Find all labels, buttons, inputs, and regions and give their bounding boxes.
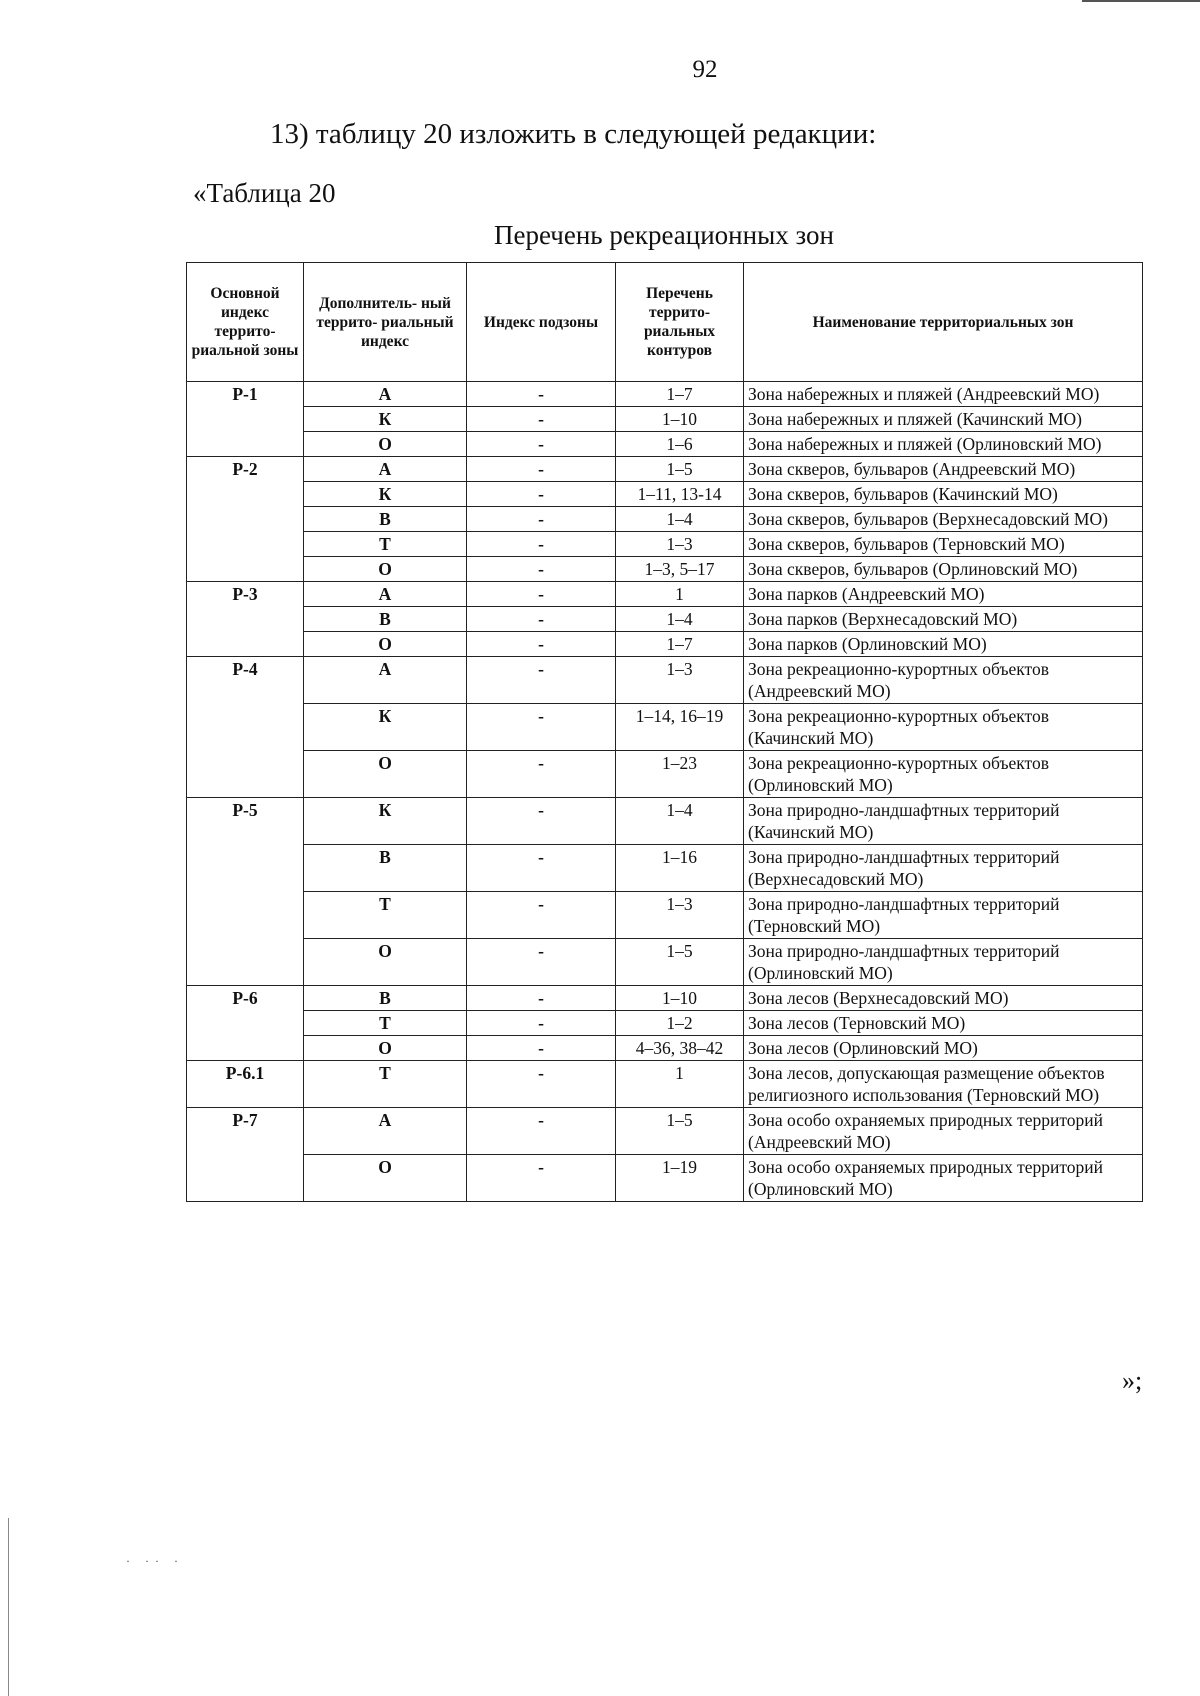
subzone-index-cell: - — [467, 607, 616, 632]
additional-index-cell: В — [304, 507, 467, 532]
additional-index-cell: К — [304, 482, 467, 507]
zone-name-cell: Зона лесов (Верхнесадовский МО) — [744, 986, 1143, 1011]
table-row — [187, 532, 1143, 557]
main-zone-index: Р-3 — [187, 582, 304, 657]
subzone-index-cell: - — [467, 482, 616, 507]
table-row — [187, 751, 1143, 798]
zone-name-cell: Зона лесов (Терновский МО) — [744, 1011, 1143, 1036]
zone-name-cell: Зона набережных и пляжей (Андреевский МО) — [744, 382, 1143, 407]
zone-name-cell: Зона парков (Андреевский МО) — [744, 582, 1143, 607]
table-row — [187, 845, 1143, 892]
header-additional-index: Дополнитель- ный террито- риальный индекс — [304, 263, 467, 382]
contours-cell: 1–10 — [616, 986, 744, 1011]
zone-name-cell: Зона лесов (Орлиновский МО) — [744, 1036, 1143, 1061]
contours-cell: 1–4 — [616, 507, 744, 532]
subzone-index-cell: - — [467, 1011, 616, 1036]
contours-cell: 1–19 — [616, 1155, 744, 1202]
table-row — [187, 939, 1143, 986]
main-zone-index: Р-2 — [187, 457, 304, 582]
additional-index-cell: А — [304, 457, 467, 482]
subzone-index-cell: - — [467, 657, 616, 704]
header-subzone-index: Индекс подзоны — [467, 263, 616, 382]
amendment-instruction: 13) таблицу 20 изложить в следующей редакции: — [270, 118, 877, 150]
contours-cell: 1–3 — [616, 657, 744, 704]
zone-name-cell: Зона рекреационно-курортных объектов (Орлиновский МО) — [744, 751, 1143, 798]
header-contours: Перечень террито- риальных контуров — [616, 263, 744, 382]
table-row — [187, 632, 1143, 657]
contours-cell: 1–11, 13-14 — [616, 482, 744, 507]
zone-name-cell: Зона природно-ландшафтных территорий (Терновский МО) — [744, 892, 1143, 939]
main-zone-index: Р-6.1 — [187, 1061, 304, 1108]
additional-index-cell: О — [304, 432, 467, 457]
additional-index-cell: О — [304, 557, 467, 582]
scan-margin-line — [8, 1518, 9, 1696]
zone-name-cell: Зона скверов, бульваров (Верхнесадовский МО) — [744, 507, 1143, 532]
contours-cell: 1–5 — [616, 457, 744, 482]
additional-index-cell: О — [304, 632, 467, 657]
additional-index-cell: В — [304, 845, 467, 892]
subzone-index-cell: - — [467, 798, 616, 845]
subzone-index-cell: - — [467, 1061, 616, 1108]
contours-cell: 1–4 — [616, 798, 744, 845]
table-row — [187, 407, 1143, 432]
additional-index-cell: О — [304, 1155, 467, 1202]
table-row — [187, 1108, 1143, 1155]
additional-index-cell: О — [304, 751, 467, 798]
contours-cell: 1–4 — [616, 607, 744, 632]
additional-index-cell: В — [304, 607, 467, 632]
subzone-index-cell: - — [467, 986, 616, 1011]
additional-index-cell: Т — [304, 1011, 467, 1036]
additional-index-cell: А — [304, 382, 467, 407]
main-zone-index: Р-6 — [187, 986, 304, 1061]
subzone-index-cell: - — [467, 1155, 616, 1202]
zone-name-cell: Зона лесов, допускающая размещение объектов религиозного использования (Терновский МО) — [744, 1061, 1143, 1108]
subzone-index-cell: - — [467, 532, 616, 557]
additional-index-cell: Т — [304, 532, 467, 557]
table-header-row — [187, 263, 1143, 382]
zone-name-cell: Зона рекреационно-курортных объектов (Качинский МО) — [744, 704, 1143, 751]
zone-name-cell: Зона набережных и пляжей (Орлиновский МО) — [744, 432, 1143, 457]
additional-index-cell: К — [304, 704, 467, 751]
contours-cell: 1–2 — [616, 1011, 744, 1036]
table-row — [187, 382, 1143, 407]
top-edge-rule — [1082, 0, 1200, 2]
contours-cell: 4–36, 38–42 — [616, 1036, 744, 1061]
subzone-index-cell: - — [467, 432, 616, 457]
table-row — [187, 1061, 1143, 1108]
table-row — [187, 432, 1143, 457]
zone-name-cell: Зона природно-ландшафтных территорий (Орлиновский МО) — [744, 939, 1143, 986]
zone-name-cell: Зона скверов, бульваров (Андреевский МО) — [744, 457, 1143, 482]
additional-index-cell: В — [304, 986, 467, 1011]
zone-name-cell: Зона скверов, бульваров (Терновский МО) — [744, 532, 1143, 557]
zone-name-cell: Зона рекреационно-курортных объектов (Андреевский МО) — [744, 657, 1143, 704]
zone-name-cell: Зона парков (Орлиновский МО) — [744, 632, 1143, 657]
zone-name-cell: Зона особо охраняемых природных территорий (Андреевский МО) — [744, 1108, 1143, 1155]
table-row — [187, 1011, 1143, 1036]
table-row — [187, 704, 1143, 751]
table-title: Перечень рекреационных зон — [494, 220, 834, 250]
table-row — [187, 507, 1143, 532]
subzone-index-cell: - — [467, 704, 616, 751]
recreation-zones-table — [186, 262, 1143, 1202]
contours-cell: 1–7 — [616, 382, 744, 407]
contours-cell: 1–14, 16–19 — [616, 704, 744, 751]
contours-cell: 1 — [616, 582, 744, 607]
table-body — [187, 382, 1143, 1202]
contours-cell: 1–3, 5–17 — [616, 557, 744, 582]
contours-cell: 1–23 — [616, 751, 744, 798]
subzone-index-cell: - — [467, 892, 616, 939]
additional-index-cell: О — [304, 1036, 467, 1061]
additional-index-cell: А — [304, 1108, 467, 1155]
subzone-index-cell: - — [467, 457, 616, 482]
main-zone-index: Р-4 — [187, 657, 304, 798]
table-row — [187, 582, 1143, 607]
additional-index-cell: Т — [304, 892, 467, 939]
subzone-index-cell: - — [467, 751, 616, 798]
header-main-index: Основной индекс террито- риальной зоны — [187, 263, 304, 382]
additional-index-cell: А — [304, 657, 467, 704]
subzone-index-cell: - — [467, 632, 616, 657]
additional-index-cell: А — [304, 582, 467, 607]
subzone-index-cell: - — [467, 939, 616, 986]
closing-quote: »; — [1122, 1366, 1143, 1395]
zone-name-cell: Зона природно-ландшафтных территорий (Качинский МО) — [744, 798, 1143, 845]
zone-name-cell: Зона набережных и пляжей (Качинский МО) — [744, 407, 1143, 432]
table-row — [187, 798, 1143, 845]
zone-name-cell: Зона особо охраняемых природных территорий (Орлиновский МО) — [744, 1155, 1143, 1202]
zone-name-cell: Зона парков (Верхнесадовский МО) — [744, 607, 1143, 632]
table-row — [187, 1036, 1143, 1061]
zone-name-cell: Зона скверов, бульваров (Качинский МО) — [744, 482, 1143, 507]
contours-cell: 1–5 — [616, 939, 744, 986]
main-zone-index: Р-5 — [187, 798, 304, 986]
contours-cell: 1–6 — [616, 432, 744, 457]
additional-index-cell: К — [304, 798, 467, 845]
contours-cell: 1 — [616, 1061, 744, 1108]
contours-cell: 1–16 — [616, 845, 744, 892]
additional-index-cell: К — [304, 407, 467, 432]
zone-name-cell: Зона природно-ландшафтных территорий (Верхнесадовский МО) — [744, 845, 1143, 892]
table-row — [187, 986, 1143, 1011]
table-row — [187, 457, 1143, 482]
contours-cell: 1–5 — [616, 1108, 744, 1155]
subzone-index-cell: - — [467, 407, 616, 432]
subzone-index-cell: - — [467, 507, 616, 532]
table-row — [187, 607, 1143, 632]
subzone-index-cell: - — [467, 1108, 616, 1155]
table-row — [187, 892, 1143, 939]
additional-index-cell: О — [304, 939, 467, 986]
subzone-index-cell: - — [467, 557, 616, 582]
contours-cell: 1–10 — [616, 407, 744, 432]
page-number: 92 — [692, 56, 718, 83]
main-zone-index: Р-1 — [187, 382, 304, 457]
contours-cell: 1–7 — [616, 632, 744, 657]
subzone-index-cell: - — [467, 845, 616, 892]
subzone-index-cell: - — [467, 382, 616, 407]
subzone-index-cell: - — [467, 1036, 616, 1061]
header-zone-name: Наименование территориальных зон — [744, 263, 1143, 382]
table-row — [187, 557, 1143, 582]
table-row — [187, 1155, 1143, 1202]
zone-name-cell: Зона скверов, бульваров (Орлиновский МО) — [744, 557, 1143, 582]
contours-cell: 1–3 — [616, 892, 744, 939]
scan-artifact: · ·· · — [126, 1554, 184, 1568]
main-zone-index: Р-7 — [187, 1108, 304, 1202]
table-label: «Таблица 20 — [193, 178, 336, 208]
table-row — [187, 657, 1143, 704]
subzone-index-cell: - — [467, 582, 616, 607]
additional-index-cell: Т — [304, 1061, 467, 1108]
contours-cell: 1–3 — [616, 532, 744, 557]
table-row — [187, 482, 1143, 507]
